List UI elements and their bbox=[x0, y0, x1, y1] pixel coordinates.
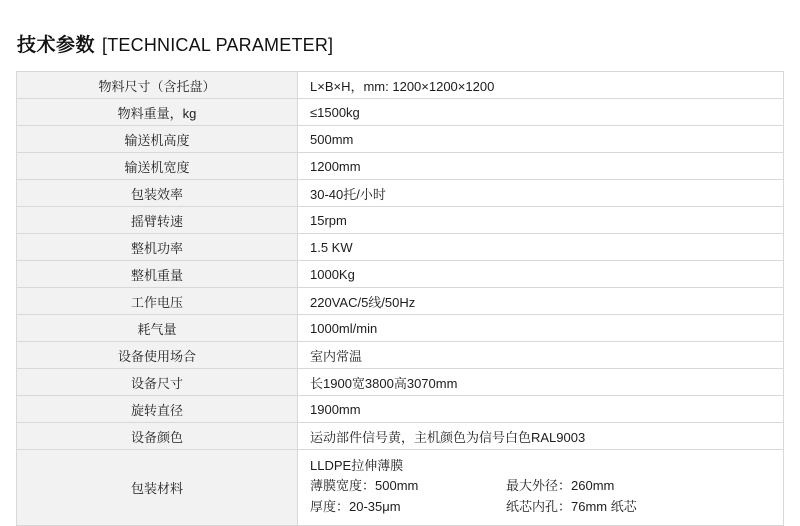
table-row bbox=[17, 234, 784, 261]
row-label: 设备使用场合 bbox=[17, 342, 298, 369]
table-row bbox=[17, 342, 784, 369]
row-value bbox=[298, 450, 784, 526]
table-row bbox=[17, 72, 784, 99]
row-value: 1.5 KW bbox=[298, 234, 784, 261]
table-row bbox=[17, 288, 784, 315]
table-row bbox=[17, 261, 784, 288]
page-title bbox=[16, 30, 784, 57]
row-value: 15rpm bbox=[298, 207, 784, 234]
row-label: 包装效率 bbox=[17, 180, 298, 207]
table-row bbox=[17, 396, 784, 423]
row-value: 30-40托/小时 bbox=[298, 180, 784, 207]
row-value: 1900mm bbox=[298, 396, 784, 423]
row-label: 设备颜色 bbox=[17, 423, 298, 450]
table-row bbox=[17, 99, 784, 126]
material-thickness-row bbox=[310, 497, 779, 518]
table-row-packaging-material bbox=[17, 450, 784, 526]
material-film-type: LLDPE拉伸薄膜 bbox=[310, 458, 404, 473]
row-label: 包装材料 bbox=[17, 450, 298, 526]
row-value: 运动部件信号黄，主机颜色为信号白色RAL9003 bbox=[298, 423, 784, 450]
row-label: 整机重量 bbox=[17, 261, 298, 288]
row-value: 1000ml/min bbox=[298, 315, 784, 342]
row-label: 旋转直径 bbox=[17, 396, 298, 423]
material-thickness: 厚度：20-35μm bbox=[310, 498, 401, 514]
row-label: 物料尺寸（含托盘） bbox=[17, 72, 298, 99]
row-label: 物料重量，kg bbox=[17, 99, 298, 126]
material-film-width: 薄膜宽度：500mm bbox=[310, 478, 419, 494]
row-label: 摇臂转速 bbox=[17, 207, 298, 234]
row-label: 输送机宽度 bbox=[17, 153, 298, 180]
table-row bbox=[17, 315, 784, 342]
row-value: 500mm bbox=[298, 126, 784, 153]
technical-parameter-table bbox=[16, 71, 784, 526]
row-label: 输送机高度 bbox=[17, 126, 298, 153]
material-width-row bbox=[310, 476, 779, 497]
row-value: 长1900宽3800高3070mm bbox=[298, 369, 784, 396]
row-label: 工作电压 bbox=[17, 288, 298, 315]
material-core-inner-hole: 纸芯内孔：76mm 纸芯 bbox=[506, 498, 637, 514]
table-row bbox=[17, 180, 784, 207]
table-body bbox=[17, 72, 784, 526]
row-value: 220VAC/5线/50Hz bbox=[298, 288, 784, 315]
material-max-outer-diameter: 最大外径：260mm bbox=[506, 478, 615, 494]
table-row bbox=[17, 153, 784, 180]
row-value: ≤1500kg bbox=[298, 99, 784, 126]
row-value: 室内常温 bbox=[298, 342, 784, 369]
table-row bbox=[17, 369, 784, 396]
row-label: 整机功率 bbox=[17, 234, 298, 261]
page-title-cn: 技术参数 bbox=[17, 35, 96, 56]
row-value: L×B×H，mm: 1200×1200×1200 bbox=[298, 72, 784, 99]
table-row bbox=[17, 423, 784, 450]
table-row bbox=[17, 126, 784, 153]
row-label: 设备尺寸 bbox=[17, 369, 298, 396]
row-value: 1200mm bbox=[298, 153, 784, 180]
table-row bbox=[17, 207, 784, 234]
row-label: 耗气量 bbox=[17, 315, 298, 342]
page-title-en: [TECHNICAL PARAMETER] bbox=[102, 35, 334, 55]
row-value: 1000Kg bbox=[298, 261, 784, 288]
